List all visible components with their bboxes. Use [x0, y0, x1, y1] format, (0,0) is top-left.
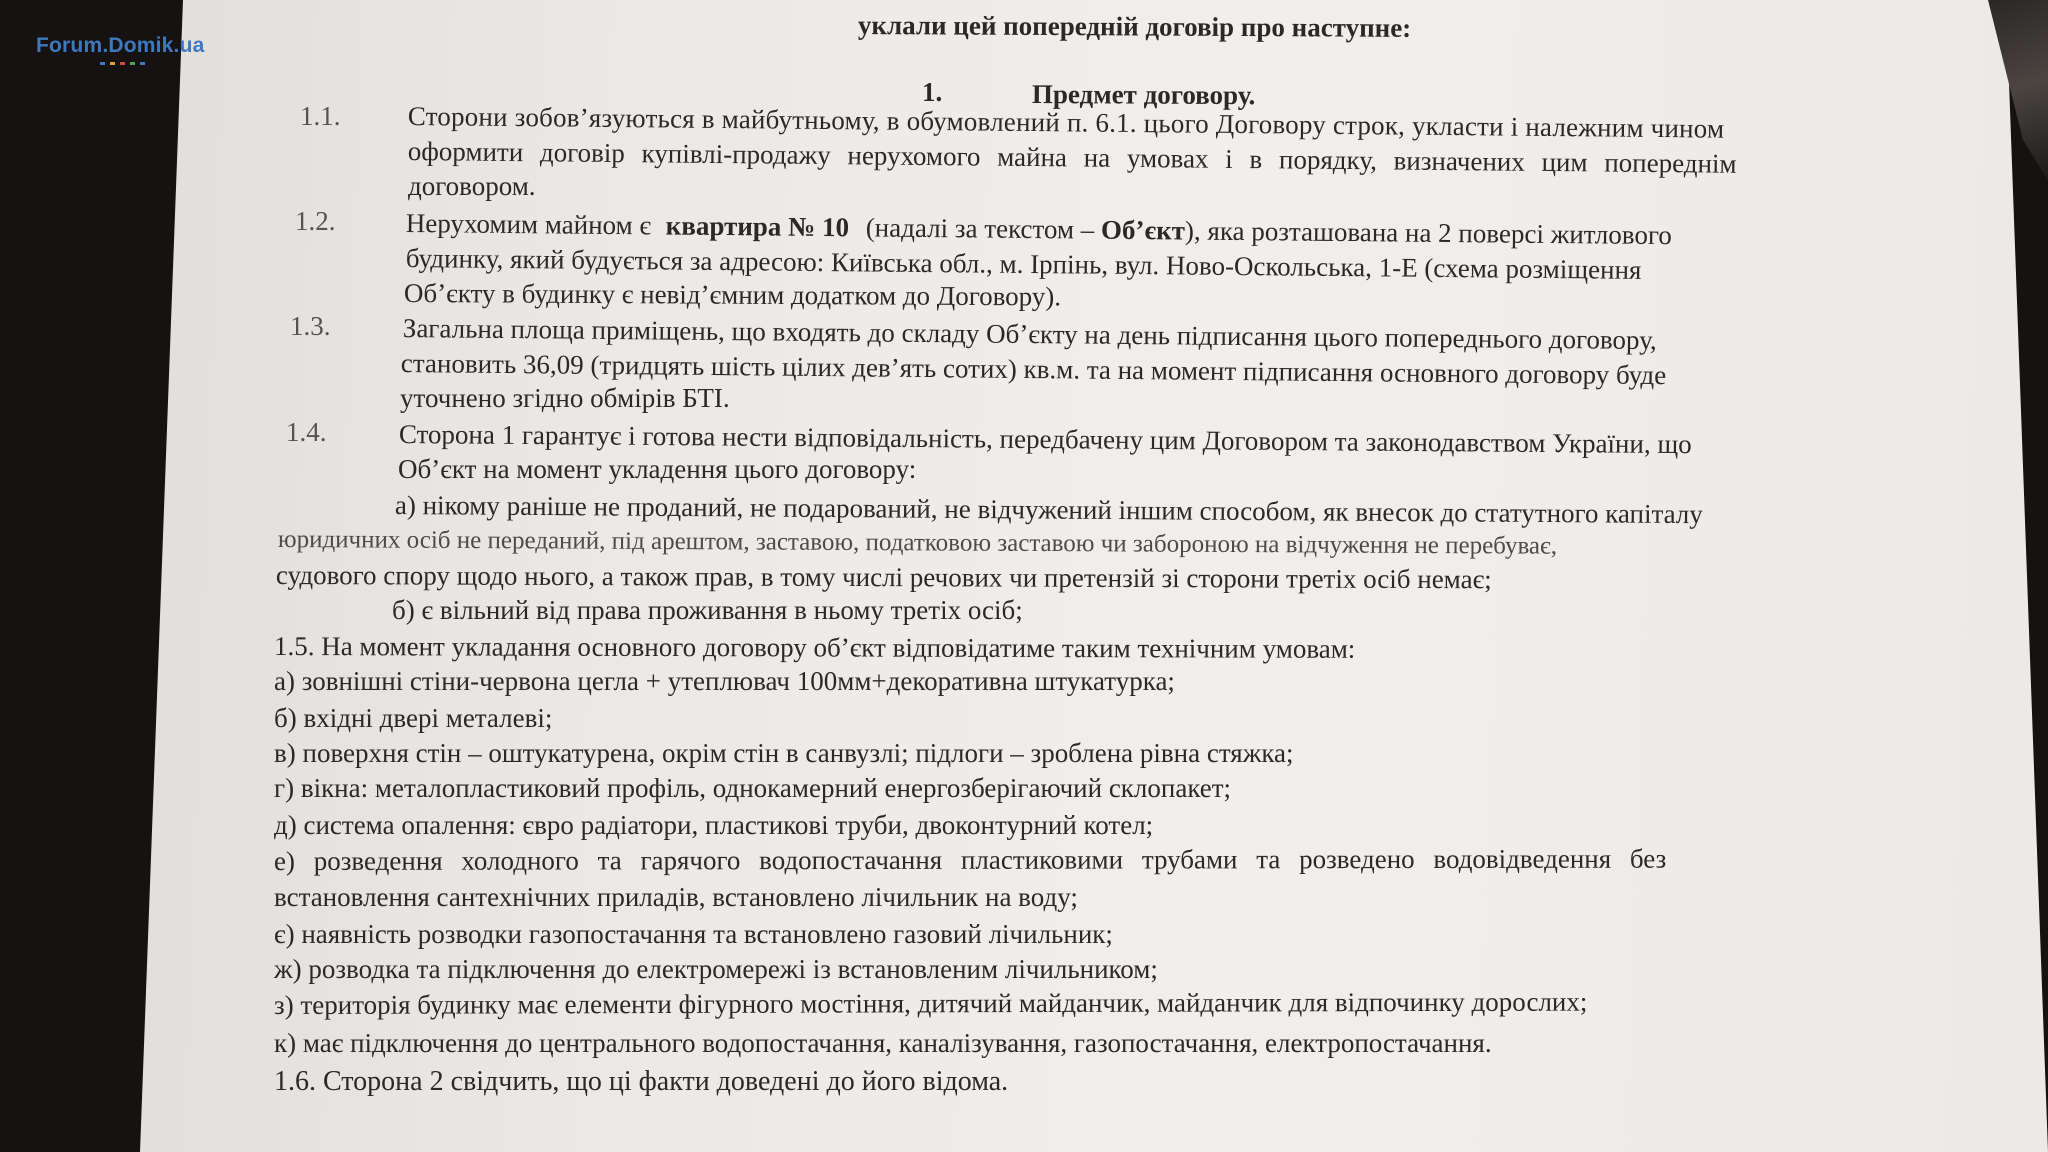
- clause-1-3-line-1: Загальна площа приміщень, що входять до складу Об’єкту на день підписання цього попереднього договору,: [402, 313, 1657, 356]
- clause-1-5-item-e-line-2: встановлення сантехнічних приладів, встановлено лічильник на воду;: [274, 882, 1078, 912]
- clause-1-3-line-3: уточнено згідно обмірів БТІ.: [400, 383, 730, 413]
- clause-1-2-text-e: ), яка розташована на 2 поверсі житлового: [1184, 215, 1672, 251]
- clause-1-4-item-a-line-2: юридичних осіб не переданий, під арештом, заставою, податковою заставою чи забороною на відчуження не перебуває,: [277, 526, 1558, 560]
- clause-1-4-item-a-line-3: судового спору щодо нього, а також прав, в тому числі речових чи претензій зі сторони третіх осіб немає;: [275, 560, 1492, 595]
- clause-1-1-number: 1.1.: [300, 101, 341, 131]
- clause-1-5-heading: 1.5. На момент укладання основного договору об’єкт відповідатиме таким технічним умовам:: [273, 631, 1356, 664]
- clause-1-5-item-d: д) система опалення: євро радіатори, пластикові труби, двоконтурний котел;: [274, 810, 1154, 840]
- clause-1-2-line-1: [406, 210, 1672, 249]
- clause-1-4-line-2: Об’єкт на момент укладення цього договору:: [398, 454, 917, 484]
- section-1-title: Предмет договору.: [1031, 79, 1256, 111]
- forum-watermark-logo: Forum.Domik.ua: [36, 34, 205, 57]
- clause-1-2-number: 1.2.: [295, 206, 336, 236]
- clause-1-2-object: Об’єкт: [1100, 214, 1186, 246]
- clause-1-5-item-z: з) територія будинку має елементи фігурного мостіння, дитячий майданчик, майданчик для відпочинку дорослих;: [273, 986, 1588, 1020]
- clause-1-3-number: 1.3.: [290, 311, 331, 341]
- section-1-number: 1.: [922, 77, 943, 107]
- clause-1-5-item-k: к) має підключення до центрального водопостачання, каналізування, газопостачання, електропостачання.: [274, 1028, 1492, 1058]
- clause-1-1-line-2: оформити договір купівлі-продажу нерухомого майна на умовах і в порядку, визначених цим попереднім: [407, 136, 1737, 179]
- clause-1-4-line-1: Сторона 1 гарантує і готова нести відповідальність, передбачену цим Договором та законодавством України, що: [398, 419, 1692, 460]
- clause-1-2-text-c: (надалі за текстом –: [865, 212, 1095, 245]
- clause-1-5-item-v: в) поверхня стін – оштукатурена, окрім стін в санвузлі; підлоги – зроблена рівна стяжка;: [274, 738, 1294, 768]
- clause-1-3-line-2: становить 36,09 (тридцять шість цілих дев’ять сотих) кв.м. та на момент підписання основного договору буде: [400, 348, 1667, 391]
- clause-1-5-item-a: а) зовнішні стіни-червона цегла + утеплювач 100мм+декоративна штукатурка;: [274, 666, 1175, 696]
- clause-1-4-item-a-line-1: а) нікому раніше не проданий, не подарований, не відчужений іншим способом, як внесок до статутного капіталу: [394, 490, 1703, 530]
- intro-line: уклали цей попередній договір про наступне:: [857, 10, 1412, 43]
- clause-1-5-item-b: б) вхідні двері металеві;: [274, 703, 553, 733]
- clause-1-5-item-e-line-1: е) розведення холодного та гарячого водопостачання пластиковими трубами та розведено водовідведення без: [273, 843, 1667, 876]
- clause-1-2-line-2: будинку, який будується за адресою: Київська обл., м. Ірпінь, вул. Ново-Оскольська, 1-Е (схема розміщення: [405, 243, 1642, 285]
- clause-1-6: 1.6. Сторона 2 свідчить, що ці факти доведені до його відома.: [274, 1066, 1009, 1097]
- clause-1-5-item-g: г) вікна: металопластиковий профіль, однокамерний енергозберігаючий склопакет;: [274, 773, 1232, 803]
- clause-1-1-line-1: Сторони зобов’язуються в майбутньому, в обумовлений п. 6.1. цього Договору строк, укласти і належним чином: [407, 101, 1725, 144]
- clause-1-5-item-zh: ж) розводка та підключення до електромережі із встановленим лічильником;: [274, 954, 1158, 984]
- clause-1-2-line-3: Об’єкту в будинку є невід’ємним додатком до Договору).: [403, 278, 1062, 312]
- clause-1-4-item-b: б) є вільний від права проживання в ньому третіх осіб;: [392, 595, 1023, 625]
- clause-1-2-apartment: квартира № 10: [665, 210, 850, 243]
- clause-1-5-item-ye: є) наявність розводки газопостачання та встановлено газовий лічильник;: [274, 919, 1113, 949]
- clause-1-1-line-3: договором.: [408, 171, 536, 201]
- clause-1-2-text-a: Нерухомим майном є: [405, 208, 652, 241]
- clause-1-4-number: 1.4.: [286, 417, 327, 447]
